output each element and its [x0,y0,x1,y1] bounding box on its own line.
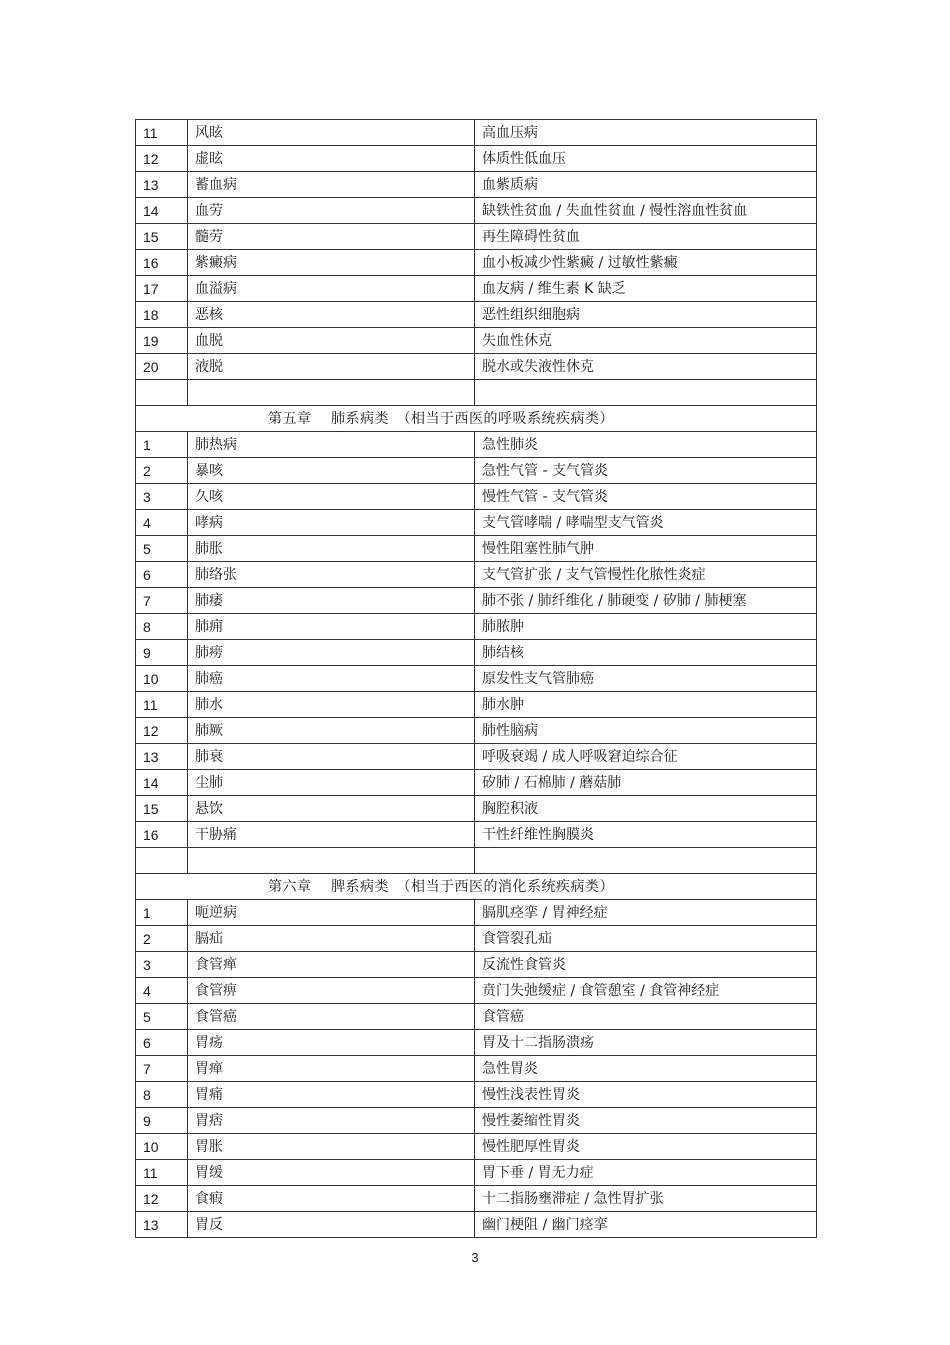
tcm-disease-name: 食管痹 [188,978,475,1004]
table-row [136,510,817,536]
row-number: 13 [136,1212,188,1238]
western-disease-name: 肺结核 [475,640,817,666]
table-row [136,1134,817,1160]
tcm-disease-name: 干胁痛 [188,822,475,848]
tcm-disease-name: 虚眩 [188,146,475,172]
western-disease-name: 幽门梗阻 / 幽门痉挛 [475,1212,817,1238]
row-number: 8 [136,614,188,640]
row-number: 10 [136,666,188,692]
blank-row [136,380,817,406]
row-number: 14 [136,198,188,224]
western-disease-name: 原发性支气管肺癌 [475,666,817,692]
row-number: 5 [136,1004,188,1030]
table-row [136,666,817,692]
table-row [136,302,817,328]
row-number: 15 [136,224,188,250]
table-body [136,120,817,1238]
chapter-heading: 第六章 脾系病类 （相当于西医的消化系统疾病类） [136,874,817,900]
empty-cell [136,848,188,874]
table-row [136,1030,817,1056]
tcm-disease-name: 肺痈 [188,614,475,640]
tcm-disease-name: 胃缓 [188,1160,475,1186]
tcm-disease-name: 恶核 [188,302,475,328]
western-disease-name: 反流性食管炎 [475,952,817,978]
row-number: 13 [136,172,188,198]
row-number: 7 [136,588,188,614]
western-disease-name: 恶性组织细胞病 [475,302,817,328]
tcm-disease-name: 肺水 [188,692,475,718]
tcm-disease-name: 胃痞 [188,1108,475,1134]
table-row [136,250,817,276]
tcm-disease-name: 悬饮 [188,796,475,822]
table-row [136,1056,817,1082]
row-number: 11 [136,120,188,146]
tcm-disease-name: 肺癌 [188,666,475,692]
table-row [136,718,817,744]
western-disease-name: 慢性浅表性胃炎 [475,1082,817,1108]
row-number: 2 [136,458,188,484]
table-row [136,146,817,172]
western-disease-name: 慢性阻塞性肺气肿 [475,536,817,562]
row-number: 15 [136,796,188,822]
tcm-disease-name: 暴咳 [188,458,475,484]
row-number: 1 [136,900,188,926]
table-row [136,1186,817,1212]
table-row [136,198,817,224]
table-row [136,432,817,458]
row-number: 12 [136,146,188,172]
western-disease-name: 食管癌 [475,1004,817,1030]
western-disease-name: 肺不张 / 肺纤维化 / 肺硬变 / 矽肺 / 肺梗塞 [475,588,817,614]
table-row [136,640,817,666]
western-disease-name: 再生障碍性贫血 [475,224,817,250]
tcm-disease-name: 血脱 [188,328,475,354]
chapter-heading-row [136,874,817,900]
tcm-disease-name: 哮病 [188,510,475,536]
table-row [136,770,817,796]
western-disease-name: 急性肺炎 [475,432,817,458]
tcm-disease-name: 血劳 [188,198,475,224]
western-disease-name: 支气管扩张 / 支气管慢性化脓性炎症 [475,562,817,588]
tcm-disease-name: 肺衰 [188,744,475,770]
western-disease-name: 肺水肿 [475,692,817,718]
row-number: 13 [136,744,188,770]
table-row [136,562,817,588]
western-disease-name: 血小板减少性紫癜 / 过敏性紫癜 [475,250,817,276]
row-number: 11 [136,692,188,718]
table-row [136,1082,817,1108]
western-disease-name: 急性胃炎 [475,1056,817,1082]
table-row [136,458,817,484]
row-number: 11 [136,1160,188,1186]
tcm-disease-name: 胃痛 [188,1082,475,1108]
row-number: 9 [136,640,188,666]
table-row [136,224,817,250]
tcm-disease-name: 肺热病 [188,432,475,458]
tcm-disease-name: 肺厥 [188,718,475,744]
western-disease-name: 慢性萎缩性胃炎 [475,1108,817,1134]
row-number: 20 [136,354,188,380]
row-number: 12 [136,1186,188,1212]
row-number: 16 [136,822,188,848]
row-number: 14 [136,770,188,796]
tcm-disease-name: 胃反 [188,1212,475,1238]
tcm-disease-name: 胃胀 [188,1134,475,1160]
table-row [136,484,817,510]
table-row [136,1160,817,1186]
tcm-disease-name: 紫癜病 [188,250,475,276]
western-disease-name: 慢性肥厚性胃炎 [475,1134,817,1160]
row-number: 1 [136,432,188,458]
row-number: 6 [136,1030,188,1056]
western-disease-name: 干性纤维性胸膜炎 [475,822,817,848]
row-number: 6 [136,562,188,588]
row-number: 18 [136,302,188,328]
tcm-disease-name: 风眩 [188,120,475,146]
row-number: 19 [136,328,188,354]
western-disease-name: 失血性休克 [475,328,817,354]
table-row [136,120,817,146]
table-row [136,588,817,614]
tcm-disease-name: 食瘕 [188,1186,475,1212]
row-number: 10 [136,1134,188,1160]
table-row [136,1212,817,1238]
tcm-disease-name: 髓劳 [188,224,475,250]
disease-mapping-table [135,119,817,1238]
blank-row [136,848,817,874]
empty-cell [475,848,817,874]
tcm-disease-name: 尘肺 [188,770,475,796]
table-row [136,926,817,952]
chapter-heading: 第五章 肺系病类 （相当于西医的呼吸系统疾病类） [136,406,817,432]
western-disease-name: 呼吸衰竭 / 成人呼吸窘迫综合征 [475,744,817,770]
row-number: 4 [136,510,188,536]
row-number: 3 [136,484,188,510]
table-row [136,796,817,822]
empty-cell [475,380,817,406]
row-number: 5 [136,536,188,562]
table-row [136,952,817,978]
table-row [136,744,817,770]
row-number: 2 [136,926,188,952]
western-disease-name: 十二指肠壅滞症 / 急性胃扩张 [475,1186,817,1212]
tcm-disease-name: 食管瘅 [188,952,475,978]
empty-cell [188,848,475,874]
row-number: 8 [136,1082,188,1108]
western-disease-name: 矽肺 / 石棉肺 / 蘑菇肺 [475,770,817,796]
western-disease-name: 慢性气管 - 支气管炎 [475,484,817,510]
tcm-disease-name: 蓄血病 [188,172,475,198]
tcm-disease-name: 久咳 [188,484,475,510]
western-disease-name: 脱水或失液性休克 [475,354,817,380]
row-number: 16 [136,250,188,276]
western-disease-name: 贲门失弛缓症 / 食管憩室 / 食管神经症 [475,978,817,1004]
western-disease-name: 胸腔积液 [475,796,817,822]
row-number: 9 [136,1108,188,1134]
row-number: 4 [136,978,188,1004]
western-disease-name: 膈肌痉挛 / 胃神经症 [475,900,817,926]
table-row [136,614,817,640]
chapter-heading-row [136,406,817,432]
tcm-disease-name: 肺络张 [188,562,475,588]
table-row [136,276,817,302]
empty-cell [188,380,475,406]
row-number: 3 [136,952,188,978]
table-row [136,354,817,380]
tcm-disease-name: 肺痨 [188,640,475,666]
row-number: 17 [136,276,188,302]
table-row [136,172,817,198]
western-disease-name: 高血压病 [475,120,817,146]
tcm-disease-name: 血溢病 [188,276,475,302]
western-disease-name: 肺性脑病 [475,718,817,744]
tcm-disease-name: 食管癌 [188,1004,475,1030]
empty-cell [136,380,188,406]
western-disease-name: 胃下垂 / 胃无力症 [475,1160,817,1186]
western-disease-name: 支气管哮喘 / 哮喘型支气管炎 [475,510,817,536]
western-disease-name: 食管裂孔疝 [475,926,817,952]
western-disease-name: 血友病 / 维生素 K 缺乏 [475,276,817,302]
western-disease-name: 胃及十二指肠溃疡 [475,1030,817,1056]
table-row [136,1004,817,1030]
row-number: 7 [136,1056,188,1082]
table-row [136,822,817,848]
table-row [136,328,817,354]
table-row [136,978,817,1004]
row-number: 12 [136,718,188,744]
tcm-disease-name: 肺痿 [188,588,475,614]
page-number: 3 [471,1250,479,1265]
tcm-disease-name: 胃瘅 [188,1056,475,1082]
tcm-disease-name: 肺胀 [188,536,475,562]
table-row [136,536,817,562]
tcm-disease-name: 胃疡 [188,1030,475,1056]
table-row [136,692,817,718]
tcm-disease-name: 呃逆病 [188,900,475,926]
western-disease-name: 血紫质病 [475,172,817,198]
table-row [136,1108,817,1134]
western-disease-name: 肺脓肿 [475,614,817,640]
western-disease-name: 急性气管 - 支气管炎 [475,458,817,484]
western-disease-name: 缺铁性贫血 / 失血性贫血 / 慢性溶血性贫血 [475,198,817,224]
tcm-disease-name: 液脱 [188,354,475,380]
table-row [136,900,817,926]
tcm-disease-name: 膈疝 [188,926,475,952]
western-disease-name: 体质性低血压 [475,146,817,172]
